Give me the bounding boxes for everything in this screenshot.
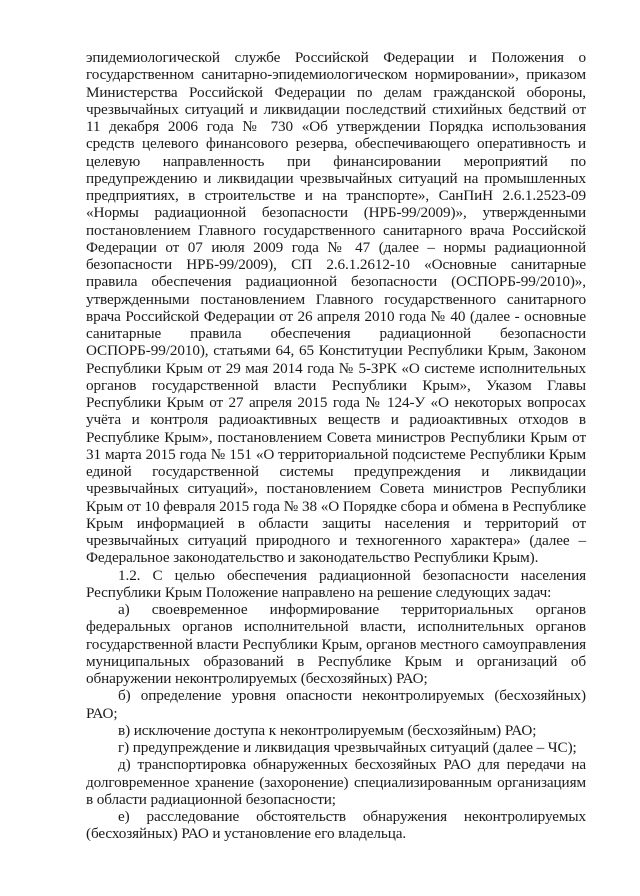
list-item-task-g: г) предупреждение и ликвидация чрезвычайных ситуаций (далее – ЧС); — [118, 739, 577, 756]
list-item-task-d: д) транспортировка обнаруженных бесхозяйных РАО для передачи на долговременное хранение (захоронение) специализированным организациям в области радиационной безопасности; — [86, 756, 586, 808]
paragraph-section-1-2: 1.2. С целью обеспечения радиационной безопасности населения Республики Крым Положение направлено на решение следующих задач: — [86, 566, 586, 601]
list-item-task-a: а) своевременное информирование территориальных органов федеральных органов исполнительной власти, исполнительных органов государственной власти Республики Крым, органов местного самоуправления муниципальных образований в Республике Крым и организаций об обнаружении неконтролируемых (бесхозяйных) РАО; — [86, 601, 586, 687]
list-item-task-b: б) определение уровня опасности неконтролируемых (бесхозяйных) РАО; — [86, 687, 586, 722]
paragraph-legal-references: эпидемиологической службе Российской Федерации и Положения о государственном санитарно-эпидемиологическом нормировании», приказом Министерства Российской Федерации по делам гражданской обороны, чрезвычайных ситуаций и ликвидации последствий стихийных бедствий от 11 декабря 2006 года № 730 «Об утверждении Порядка использования средств целевого финансового резерва, обеспечивающего оперативность и целевую направленность при финансировании мероприятий по предупреждению и ликвидации чрезвычайных ситуаций на промышленных предприятиях, в строительстве и на транспорте», СанПиН 2.6.1.2523-09 «Нормы радиационной безопасности (НРБ-99/2009)», утвержденными постановлением Главного государственного санитарного врача Российской Федерации от 07 июля 2009 года № 47 (далее – нормы радиационной безопасности НРБ-99/2009), СП 2.6.1.2612-10 «Основные санитарные правила обеспечения радиационной безопасности (ОСПОРБ-99/2010)», утвержденными постановлением Главного государственного санитарного врача Российской Федерации от 26 апреля 2010 года № 40 (далее - основные санитарные правила обеспечения радиационной безопасности ОСПОРБ-99/2010), статьями 64, 65 Конституции Республики Крым, Законом Республики Крым от 29 мая 2014 года № 5-ЗРК «О системе исполнительных органов государственной власти Республики Крым», Указом Главы Республики Крым от 27 апреля 2015 года № 124-У «О некоторых вопросах учёта и контроля радиоактивных веществ и радиоактивных отходов в Республике Крым», постановлением Совета министров Республики Крым от 31 марта 2015 года № 151 «О территориальной подсистеме Республики Крым единой государственной системы предупреждения и ликвидации чрезвычайных ситуаций», постановлением Совета министров Республики Крым от 10 февраля 2015 года № 38 «О Порядке сбора и обмена в Республике Крым информацией в области защиты населения и территорий от чрезвычайных ситуаций природного и техногенного характера» (далее – Федеральное законодательство и законодательство Республики Крым). — [86, 49, 586, 567]
list-item-task-e: е) расследование обстоятельств обнаружения неконтролируемых (бесхозяйных) РАО и установление его владельца. — [86, 808, 586, 843]
list-item-task-v: в) исключение доступа к неконтролируемым (бесхозяйным) РАО; — [118, 721, 537, 739]
